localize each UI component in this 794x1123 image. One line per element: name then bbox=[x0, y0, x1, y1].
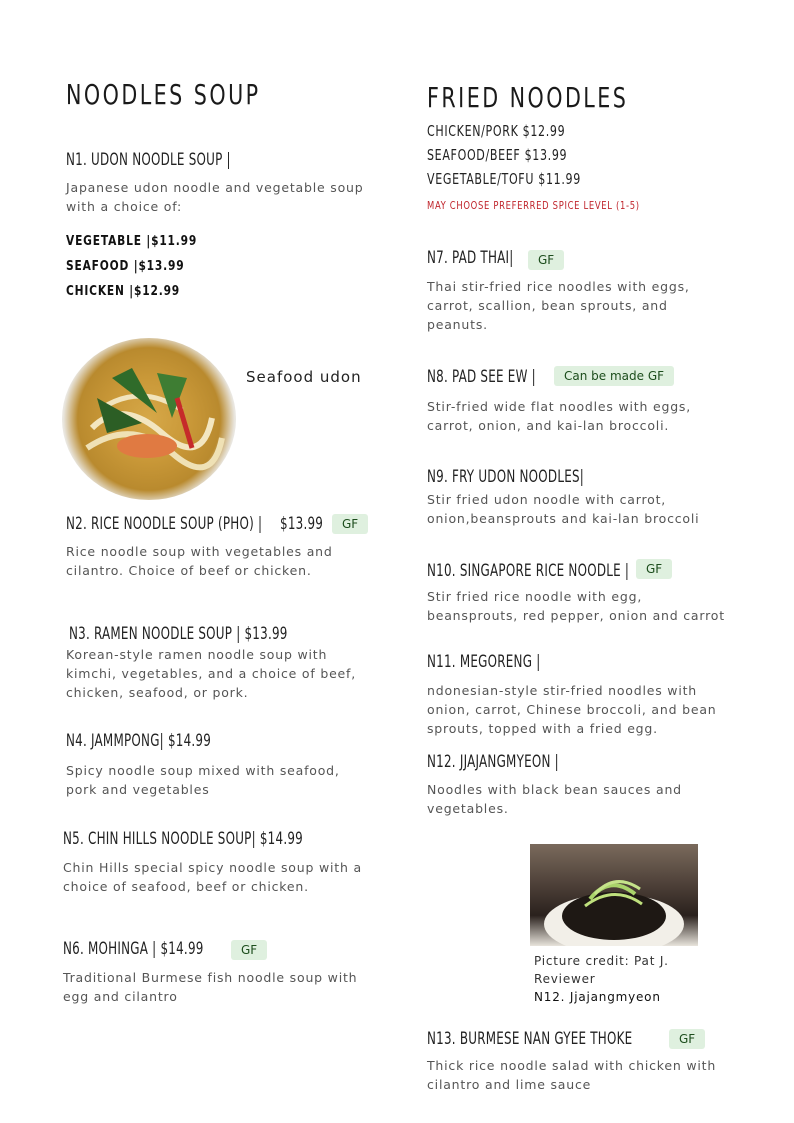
n2-title: N2. RICE NOODLE SOUP (PHO) | bbox=[66, 514, 263, 534]
n7-gf-badge: GF bbox=[528, 250, 564, 270]
noodles-soup-heading: NOODLES SOUP bbox=[66, 78, 261, 111]
n12-title: N12. JJAJANGMYEON | bbox=[427, 752, 559, 772]
n5-title: N5. CHIN HILLS NOODLE SOUP| $14.99 bbox=[63, 829, 303, 849]
n5-description: Chin Hills special spicy noodle soup with a choice of seafood, beef or chicken. bbox=[63, 860, 362, 894]
n1-title: N1. UDON NOODLE SOUP | bbox=[66, 150, 231, 170]
n13-description: Thick rice noodle salad with chicken with cilantro and lime sauce bbox=[427, 1058, 717, 1092]
n6-gf-badge: GF bbox=[231, 940, 267, 960]
price-chicken-pork: CHICKEN/PORK $12.99 bbox=[427, 122, 566, 140]
n2-price: $13.99 bbox=[280, 514, 324, 534]
n8-can-be-gf-badge: Can be made GF bbox=[554, 366, 674, 386]
n1-option-chicken: CHICKEN |$12.99 bbox=[66, 284, 181, 299]
n6-description: Traditional Burmese fish noodle soup with egg and cilantro bbox=[63, 970, 358, 1004]
n1-option-seafood: SEAFOOD |$13.99 bbox=[66, 259, 185, 274]
n8-description: Stir-fried wide flat noodles with eggs, carrot, onion, and kai-lan broccoli. bbox=[427, 399, 692, 433]
n2-gf-badge: GF bbox=[332, 514, 368, 534]
n11-title: N11. MEGORENG | bbox=[427, 652, 541, 672]
n1-description: Japanese udon noodle and vegetable soup with a choice of: bbox=[66, 180, 364, 214]
n10-description: Stir fried rice noodle with egg, beansprouts, red pepper, onion and carrot bbox=[427, 589, 725, 623]
n6-title: N6. MOHINGA | $14.99 bbox=[63, 939, 204, 959]
n7-description: Thai stir-fried rice noodles with eggs, carrot, scallion, bean sprouts, and peanuts. bbox=[427, 279, 690, 332]
n2-description: Rice noodle soup with vegetables and cilantro. Choice of beef or chicken. bbox=[66, 544, 333, 578]
n4-description: Spicy noodle soup mixed with seafood, pork and vegetables bbox=[66, 763, 340, 797]
n1-option-vegetable: VEGETABLE |$11.99 bbox=[66, 234, 198, 249]
n13-gf-badge: GF bbox=[669, 1029, 705, 1049]
seafood-udon-photo bbox=[62, 338, 236, 500]
jjajangmyeon-photo bbox=[530, 844, 698, 946]
photo-dish-name: N12. Jjajangmyeon bbox=[534, 990, 661, 1004]
n8-title: N8. PAD SEE EW | bbox=[427, 367, 536, 387]
n9-description: Stir fried udon noodle with carrot, onion,beansprouts and kai-lan broccoli bbox=[427, 492, 700, 526]
fried-noodles-heading: FRIED NOODLES bbox=[427, 81, 629, 114]
n13-title: N13. BURMESE NAN GYEE THOKE bbox=[427, 1029, 633, 1049]
n9-title: N9. FRY UDON NOODLES| bbox=[427, 467, 585, 487]
seafood-udon-caption: Seafood udon bbox=[246, 368, 362, 386]
spice-level-note: MAY CHOOSE PREFERRED SPICE LEVEL (1-5) bbox=[427, 199, 640, 212]
photo-credit: Picture credit: Pat J. Reviewer bbox=[534, 954, 669, 986]
n12-description: Noodles with black bean sauces and vegetables. bbox=[427, 782, 682, 816]
n3-title: N3. RAMEN NOODLE SOUP | $13.99 bbox=[69, 624, 288, 644]
n7-title: N7. PAD THAI| bbox=[427, 248, 514, 268]
n10-gf-badge: GF bbox=[636, 559, 672, 579]
n3-description: Korean-style ramen noodle soup with kimchi, vegetables, and a choice of beef, chicken, seafood, or pork. bbox=[66, 647, 357, 700]
n11-description: ndonesian-style stir-fried noodles with onion, carrot, Chinese broccoli, and bean sprouts, topped with a fried egg. bbox=[427, 683, 717, 736]
n10-title: N10. SINGAPORE RICE NOODLE | bbox=[427, 561, 630, 581]
price-seafood-beef: SEAFOOD/BEEF $13.99 bbox=[427, 146, 568, 164]
n4-title: N4. JAMMPONG| $14.99 bbox=[66, 731, 212, 751]
photo-credit-caption bbox=[534, 952, 694, 1006]
price-vegetable-tofu: VEGETABLE/TOFU $11.99 bbox=[427, 170, 581, 188]
